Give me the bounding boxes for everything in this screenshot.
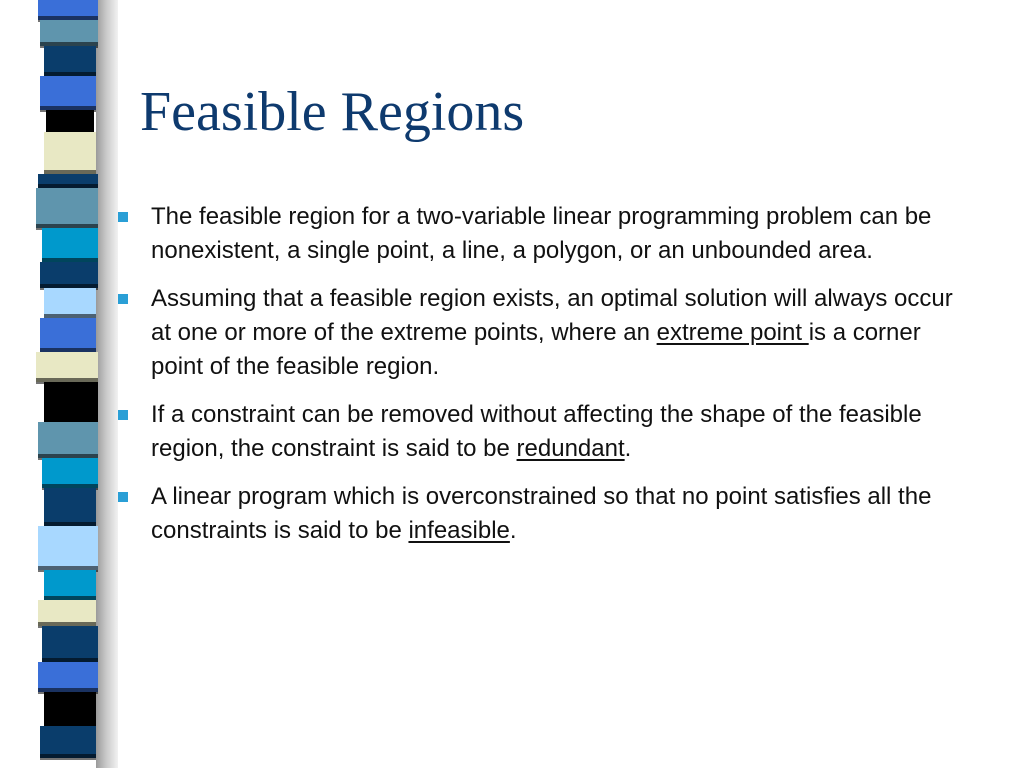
term-extreme-point: extreme point (656, 319, 809, 346)
bullet-text-end: is a corner point of the feasible region. (151, 319, 921, 380)
stripe-band (44, 488, 96, 526)
stripe-bar (0, 0, 100, 768)
stripe-band (36, 188, 98, 228)
slide-title: Feasible Regions (140, 81, 525, 143)
stripe-band (44, 132, 96, 174)
bullet-item (118, 480, 978, 548)
stripe-band (40, 76, 96, 110)
stripe-band (38, 526, 98, 570)
bullet-text: A linear program which is overconstrained so that no point satisfies all the constraints is said to be (151, 483, 932, 544)
stripe-band (44, 382, 98, 422)
bullet-text-end: . (509, 517, 517, 544)
bullet-text: Assuming that a feasible region exists, an optimal solution will always occur at one or more of the extreme points, where an (151, 285, 953, 346)
bullet-item (118, 398, 978, 466)
bullet-text-end: . (624, 435, 632, 462)
decorative-stripe (0, 0, 118, 768)
bullet-item (118, 200, 978, 268)
term-redundant: redundant (516, 435, 625, 462)
stripe-band-shadow (40, 754, 96, 760)
stripe-band (42, 228, 98, 262)
square-bullet-icon (118, 492, 128, 502)
square-bullet-icon (118, 212, 128, 222)
term-infeasible: infeasible (408, 517, 510, 544)
square-bullet-icon (118, 410, 128, 420)
square-bullet-icon (118, 294, 128, 304)
stripe-band (38, 422, 98, 458)
stripe-band (44, 692, 96, 726)
bullet-text: If a constraint can be removed without affecting the shape of the feasible region, the constraint is said to be (151, 401, 922, 462)
bullet-list (118, 200, 978, 562)
stripe-band (42, 626, 98, 662)
bullet-text: The feasible region for a two-variable linear programming problem can be nonexistent, a single point, a line, a polygon, or an unbounded area. (151, 203, 932, 264)
bullet-item (118, 282, 978, 384)
stripe-band (40, 318, 96, 352)
